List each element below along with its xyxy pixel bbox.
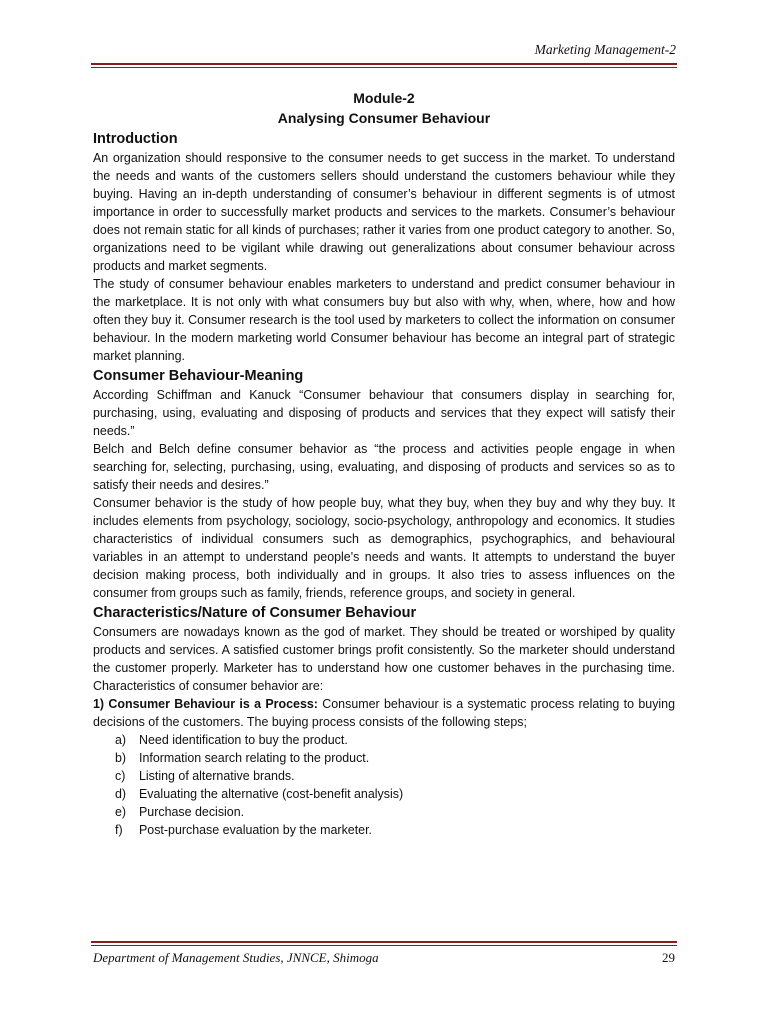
step-letter: f) — [115, 823, 123, 837]
list-item — [115, 785, 675, 803]
characteristic-point-1 — [93, 695, 675, 731]
module-subtitle: Analysing Consumer Behaviour — [277, 110, 491, 126]
introduction-heading: Introduction — [93, 131, 178, 147]
module-title: Module-2 — [353, 90, 415, 106]
meaning-paragraph-2: Belch and Belch define consumer behavior as “the process and activities people engage in when searching for, selecting, purchasing, using, evaluating, and disposing of products and services so as to satisfy their needs and desires.” — [93, 442, 675, 492]
meaning-paragraph-3: Consumer behavior is the study of how people buy, what they buy, when they buy and why they buy. It includes elements from psychology, sociology, socio-psychology, anthropology and economics. It studies characteristics of individual consumers such as demographics, psychographics, and behavioural variables in an attempt to understand people's needs and wants. It attempts to understand the buyer decision making process, both individually and in groups. It also tries to assess influences on the consumer from groups such as family, friends, reference groups, and society in general. — [93, 496, 675, 600]
step-letter: e) — [115, 805, 127, 819]
step-letter: d) — [115, 787, 127, 801]
step-text: Listing of alternative brands. — [139, 769, 295, 783]
header-rule — [91, 63, 677, 68]
step-text: Information search relating to the product. — [139, 751, 370, 765]
step-text: Post-purchase evaluation by the marketer. — [139, 823, 372, 837]
footer-rule — [91, 941, 677, 946]
list-item — [115, 803, 675, 821]
characteristics-intro: Consumers are nowadays known as the god of market. They should be treated or worshiped by quality products and services. A satisfied customer brings profit consistently. So the marketer should understand the customer properly. Marketer has to understand how one customer behaves in the purchasing time. Characteristics of consumer behavior are: — [93, 625, 675, 693]
step-letter: c) — [115, 769, 126, 783]
list-item — [115, 731, 675, 749]
footer-department: Department of Management Studies, JNNCE, Shimoga — [93, 950, 379, 965]
step-text: Purchase decision. — [139, 805, 245, 819]
list-item — [115, 767, 675, 785]
step-text: Need identification to buy the product. — [139, 733, 348, 747]
running-header: Marketing Management-2 — [534, 42, 676, 57]
page-number: 29 — [662, 950, 675, 965]
characteristics-heading: Characteristics/Nature of Consumer Behaviour — [93, 605, 417, 621]
step-letter: a) — [115, 733, 127, 747]
meaning-paragraph-1: According Schiffman and Kanuck “Consumer behaviour that consumers display in searching for, purchasing, using, evaluating and disposing of products and services that they expect will satisfy their needs.” — [93, 388, 675, 438]
point-1-label: 1) Consumer Behaviour is a Process: — [93, 697, 318, 711]
introduction-paragraph-1: An organization should responsive to the consumer needs to get success in the market. To understand the needs and wants of the customers sellers should understand the customers behaviour while they buying. Having an in-depth understanding of consumer’s behaviour in different segments is of utmost importance in order to successfully market products and services to the markets. Consumer’s behaviour does not remain static for all kinds of purchases; rather it varies from one product category to another. So, organizations need to be vigilant while drawing out generalizations about consumer behaviour across products and market segments. — [93, 151, 675, 273]
point-1-text: Consumer behaviour is a systematic process relating to buying decisions of the customers. The buying process consists of the following steps; — [93, 697, 676, 729]
list-item — [115, 821, 675, 839]
introduction-paragraph-2: The study of consumer behaviour enables marketers to understand and predict consumer behaviour in the marketplace. It is not only with what consumers buy but also with why, when, where, how and how often they buy it. Consumer research is the tool used by marketers to collect the information on consumer behaviour. In the modern marketing world Consumer behaviour has become an integral part of strategic market planning. — [93, 277, 675, 363]
step-text: Evaluating the alternative (cost-benefit analysis) — [139, 787, 404, 801]
step-letter: b) — [115, 751, 127, 765]
meaning-heading: Consumer Behaviour-Meaning — [93, 368, 304, 384]
list-item — [115, 749, 675, 767]
page-body — [93, 88, 675, 839]
buying-process-steps — [93, 731, 675, 839]
